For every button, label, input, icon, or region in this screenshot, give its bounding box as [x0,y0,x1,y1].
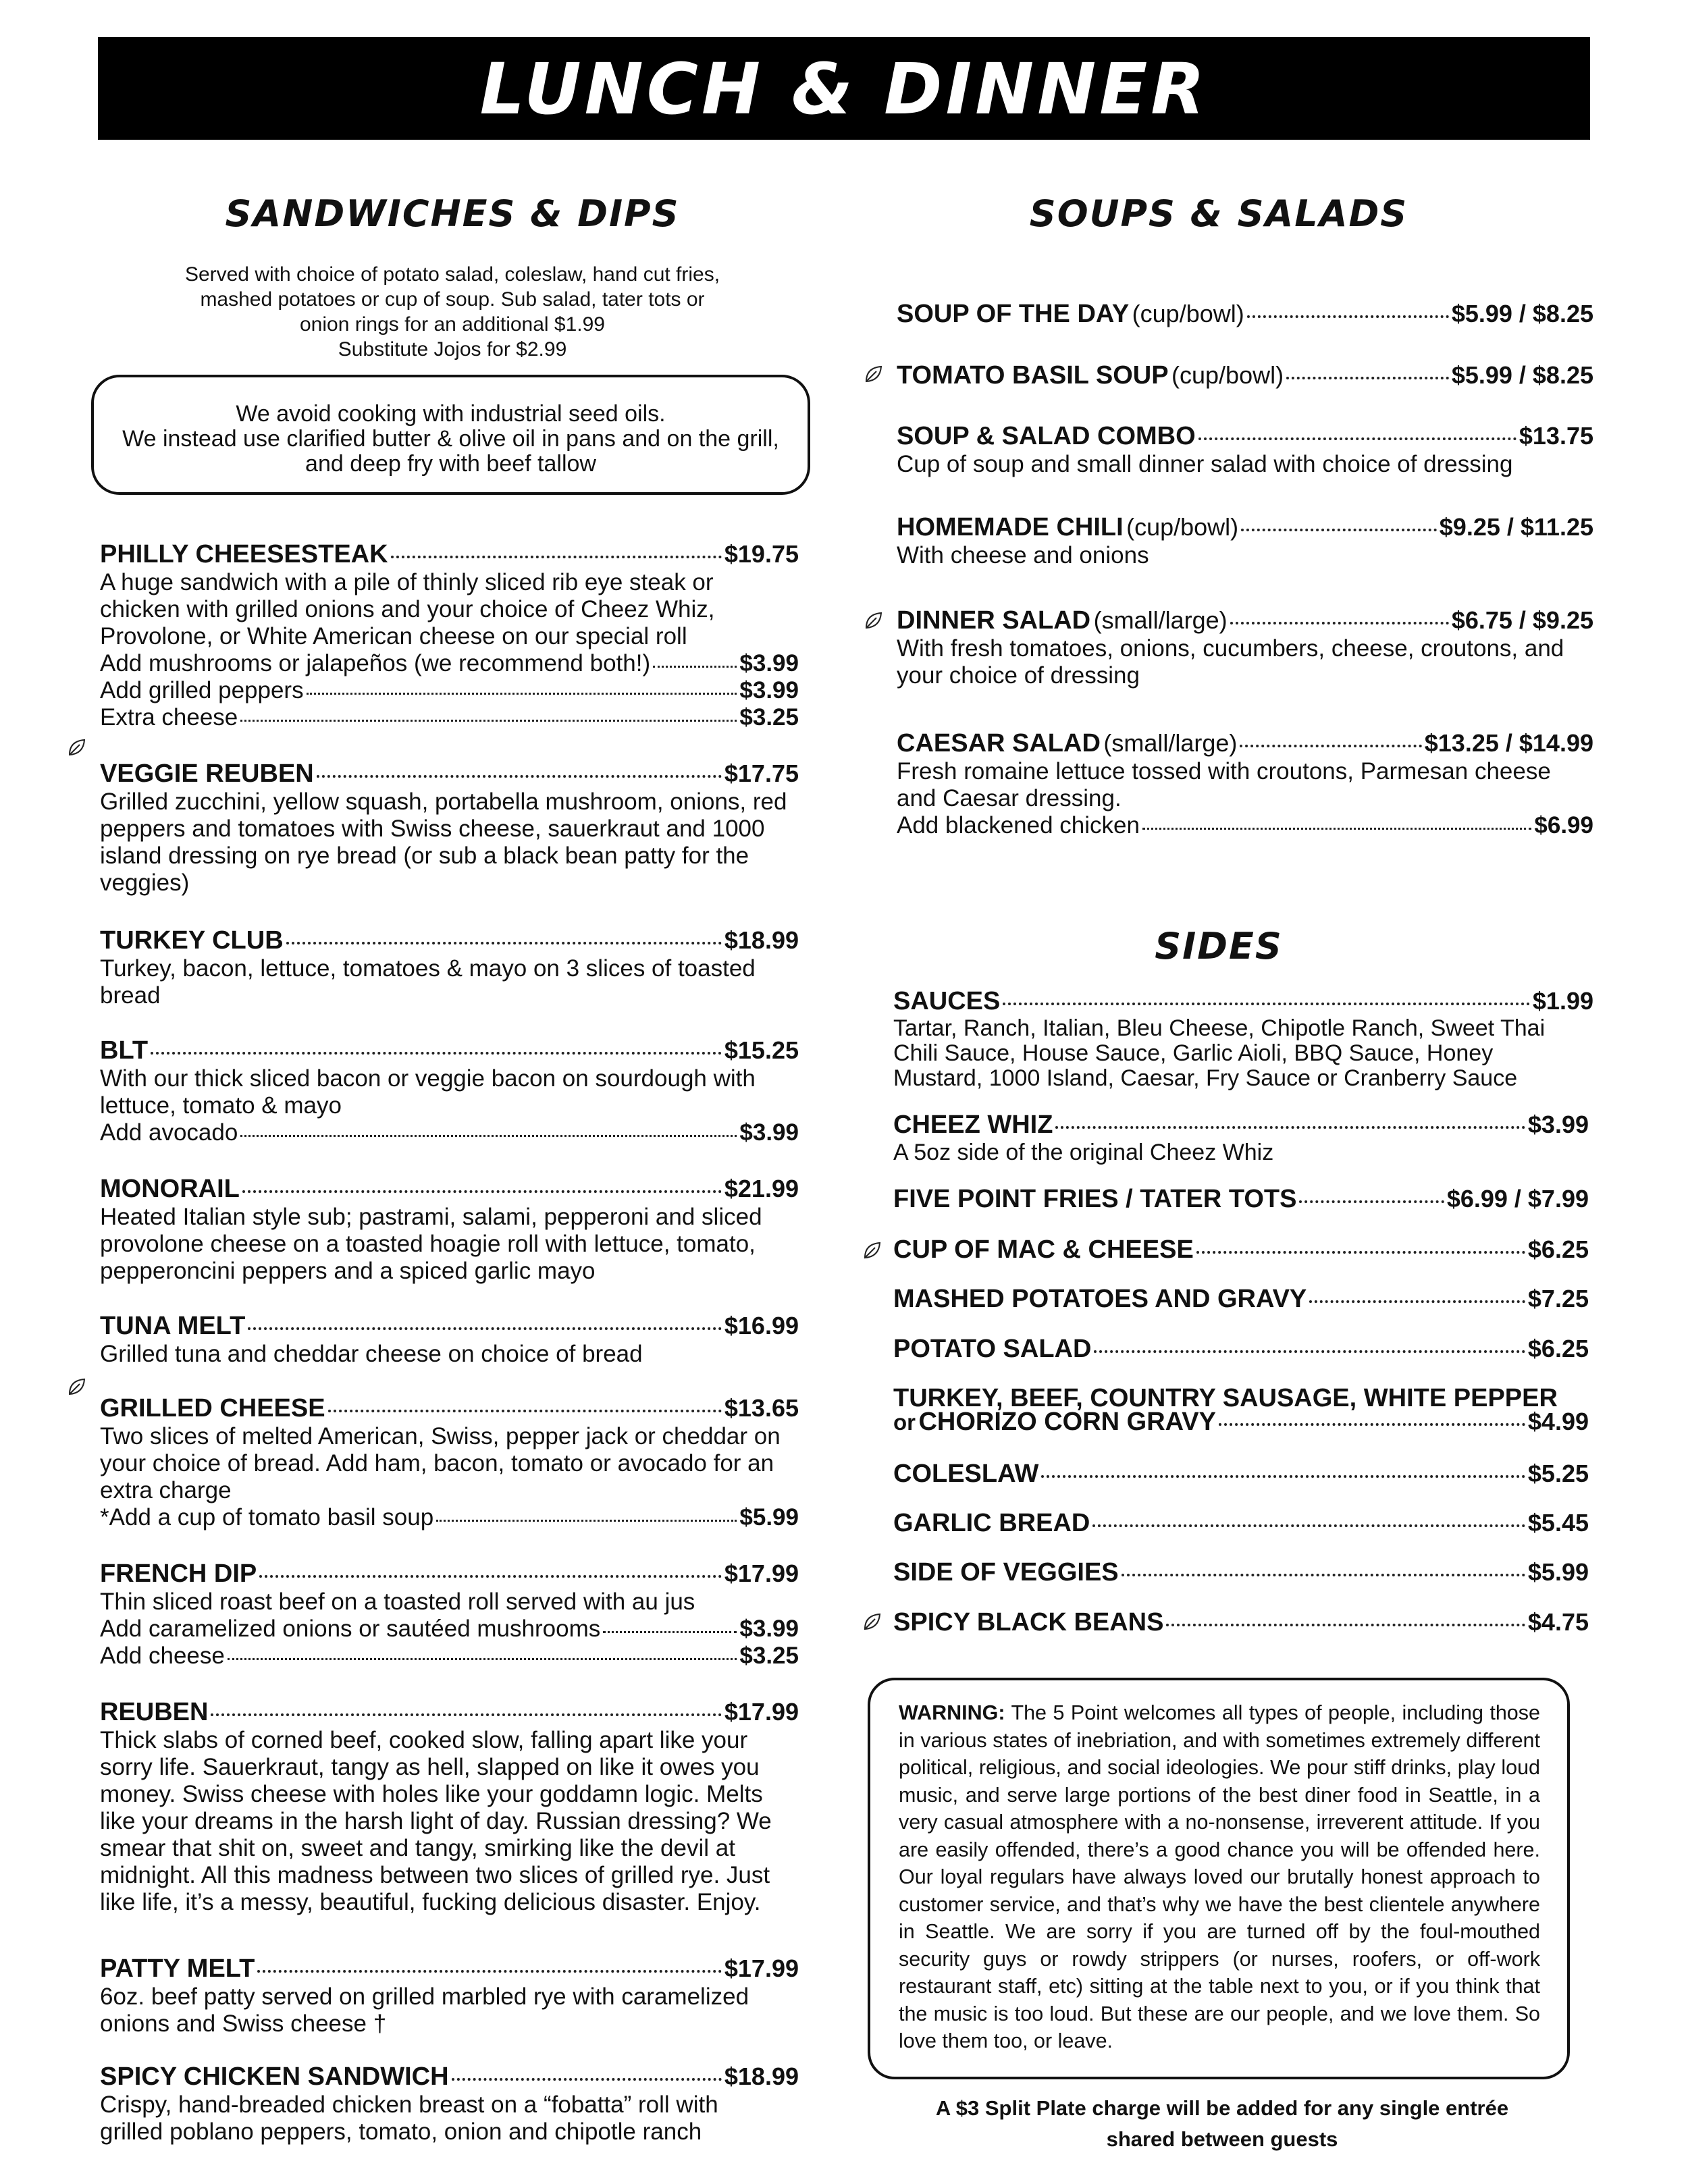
intro-line: mashed potatoes or cup of soup. Sub salad, tater tots or [200,288,705,311]
notice-line: We instead use clarified butter & olive oil in pans and on the grill, [122,426,779,452]
notice-line: and deep fry with beef tallow [305,451,596,477]
menu-item-veggie-reuben [100,760,799,897]
item-name: TUNA MELT [100,1312,246,1340]
item-desc: Thick slabs of corned beef, cooked slow, falling apart like your sorry life. Sauerkraut, tangy as hell, slapped on like it owes you money. Swiss cheese with holes like your goddamn logic. Melts like your dreams in the harsh light of day. Russian dressing? We smear that shit on, sweet and tangy, smirking like the devil at midnight. All this madness between two slices of grilled rye. Just like life, it’s a messy, beautiful, fucking delicious disaster. Enjoy. [100,1727,772,1915]
menu-item-coleslaw: COLESLAW $5.25 [893,1460,1589,1488]
menu-item-blt [100,1036,799,1146]
title-banner [98,37,1590,140]
split-plate-note: A $3 Split Plate charge will be added for any single entrée shared between guests [935,2096,1509,2151]
seed-oil-notice [91,375,810,495]
item-name: MONORAIL [100,1175,240,1203]
item-price: $17.99 [724,1560,799,1587]
menu-item-reuben [100,1698,799,1916]
intro-line: Substitute Jojos for $2.99 [338,338,567,361]
item-price: $17.99 [724,1954,799,1982]
item-name: SPICY CHICKEN SANDWICH [100,2062,449,2091]
item-name: PATTY MELT [100,1954,255,1983]
item-name: VEGGIE REUBEN [100,760,314,788]
menu-item-sauces: SAUCES $1.99 Tartar, Ranch, Italian, Bleu Cheese, Chipotle Ranch, Sweet Thai Chili Sauce, House Sauce, Garlic Aioli, BBQ Sauce, Honey Mustard, 1000 Island, Caesar, Fry Sauce or Cranberry Sauce [893,987,1593,1091]
section-title-soups-salads: SOUPS & SALADS [1029,192,1408,235]
menu-item-tomato-basil-soup: TOMATO BASIL SOUP (cup/bowl) $5.99 / $8.25 [897,361,1593,390]
leaf-icon [68,738,86,757]
menu-item-spicy-black-beans: SPICY BLACK BEANS $4.75 [893,1608,1589,1636]
menu-item-homemade-chili: HOMEMADE CHILI (cup/bowl) $9.25 / $11.25 With cheese and onions [897,513,1593,568]
item-price: $19.75 [724,540,799,568]
menu-item-philly [100,540,799,731]
notice-line: We avoid cooking with industrial seed oils. [236,401,666,427]
section-title-sandwiches: SANDWICHES & DIPS [225,192,680,235]
leaf-icon [864,365,883,383]
menu-item-monorail [100,1175,799,1285]
menu-item-cheez-whiz: CHEEZ WHIZ $3.99 A 5oz side of the original Cheez Whiz [893,1111,1589,1165]
menu-item-potato-salad: POTATO SALAD $6.25 [893,1335,1589,1363]
menu-item-soup-salad-combo: SOUP & SALAD COMBO $13.75 Cup of soup and small dinner salad with choice of dressing [897,422,1593,477]
item-desc: Grilled tuna and cheddar cheese on choice of bread [100,1341,643,1367]
add-on: Add caramelized onions or sautéed mushrooms $3.99 [100,1616,799,1642]
menu-item-mac-cheese: CUP OF MAC & CHEESE $6.25 [893,1235,1589,1264]
leaf-icon [864,611,883,630]
item-price: $15.25 [724,1036,799,1064]
menu-item-turkey-club [100,926,799,1009]
item-name: FRENCH DIP [100,1560,257,1588]
add-on: Add cheese $3.25 [100,1643,799,1669]
menu-item-side-veggies: SIDE OF VEGGIES $5.99 [893,1558,1589,1587]
warning-notice [868,1678,1570,2079]
menu-item-grilled-cheese [100,1394,799,1531]
item-price: $21.99 [724,1175,799,1202]
item-desc: Grilled zucchini, yellow squash, portabella mushroom, onions, red peppers and tomatoes with Swiss cheese, sauerkraut and 1000 island dressing on rye bread (or sub a black bean patty for the veggies) [100,789,787,896]
item-price: $18.99 [724,2062,799,2090]
item-desc: Turkey, bacon, lettuce, tomatoes & mayo on 3 slices of toasted bread [100,955,756,1009]
menu-item-french-dip [100,1560,799,1670]
menu-item-soup-of-the-day: SOUP OF THE DAY (cup/bowl) $5.99 / $8.25 [897,300,1593,328]
menu-item-dinner-salad: DINNER SALAD (small/large) $6.75 / $9.25 With fresh tomatoes, onions, cucumbers, cheese, croutons, and your choice of dressing [897,606,1593,689]
page-title: LUNCH & DINNER [479,48,1209,130]
item-desc: Two slices of melted American, Swiss, pepper jack or cheddar on your choice of bread. Add ham, bacon, tomato or avocado for an extra charge [100,1423,781,1503]
menu-item-tuna-melt [100,1312,799,1368]
item-price: $16.99 [724,1312,799,1339]
item-desc: 6oz. beef patty served on grilled marbled rye with caramelized onions and Swiss cheese † [100,1983,749,2037]
menu-item-fries-tots: FIVE POINT FRIES / TATER TOTS $6.99 / $7.99 [893,1185,1589,1213]
intro-line: Served with choice of potato salad, coleslaw, hand cut fries, [184,263,720,286]
leaf-icon [863,1612,882,1631]
add-on: Add mushrooms or jalapeños (we recommend both!) $3.99 [100,650,799,676]
item-desc: With our thick sliced bacon or veggie bacon on sourdough with lettuce, tomato & mayo [100,1065,756,1119]
add-on: Add avocado $3.99 [100,1119,799,1146]
leaf-icon [863,1241,882,1260]
item-name: PHILLY CHEESESTEAK [100,540,388,568]
add-on: *Add a cup of tomato basil soup $5.99 [100,1504,799,1530]
menu-item-mashed-potatoes: MASHED POTATOES AND GRAVY $7.25 [893,1285,1589,1313]
item-price: $17.75 [724,760,799,787]
menu-item-patty-melt [100,1954,799,2037]
sandwiches-intro [98,262,807,362]
item-name: REUBEN [100,1698,209,1726]
leaf-icon [68,1377,86,1396]
menu-item-garlic-bread: GARLIC BREAD $5.45 [893,1509,1589,1537]
item-name: GRILLED CHEESE [100,1394,325,1422]
item-name: BLT [100,1036,149,1065]
item-name: TURKEY CLUB [100,926,284,955]
intro-line: onion rings for an additional $1.99 [300,313,605,336]
item-price: $17.99 [724,1698,799,1726]
item-desc: Thin sliced roast beef on a toasted roll served with au jus [100,1589,695,1615]
add-on: Extra cheese $3.25 [100,704,799,730]
section-title-sides: SIDES [1155,925,1283,967]
item-desc: Crispy, hand-breaded chicken breast on a “fobatta” roll with grilled poblano peppers, tomato, onion and chipotle ranch [100,2092,718,2145]
item-desc: Heated Italian style sub; pastrami, salami, pepperoni and sliced provolone cheese on a toasted hoagie roll with lettuce, tomato, pepperoncini peppers and a spiced garlic mayo [100,1204,762,1284]
item-price: $18.99 [724,926,799,954]
warning-label: WARNING: [899,1701,1005,1724]
item-desc: A huge sandwich with a pile of thinly sliced rib eye steak or chicken with grilled onions and your choice of Cheez Whiz, Provolone, or White American cheese on our special roll [100,569,715,649]
menu-item-gravy: TURKEY, BEEF, COUNTRY SAUSAGE, WHITE PEPPER or CHORIZO CORN GRAVY $4.99 [893,1384,1589,1436]
menu-item-caesar-salad: CAESAR SALAD (small/large) $13.25 / $14.99 Fresh romaine lettuce tossed with croutons, Parmesan cheese and Caesar dressing. Add blackened chicken $6.99 [897,729,1593,838]
menu-item-spicy-chicken [100,2062,799,2146]
warning-text: The 5 Point welcomes all types of people, including those in various states of inebriation, and with sometimes extremely different political, religious, and social ideologies. We pour stiff drinks, play loud music, and serve large portions of the best diner food in Seattle, in a very casual atmosphere with a no-nonsense, irreverent attitude. If you are easily offended, there’s a good chance you will be offended here. Our loyal regulars have always loved our brutally honest approach to customer service, and that’s why we have the best clientele anywhere in Seattle. We are sorry if you are turned off by the foul-mouthed security guys or rowdy strippers (or nurses, roofers, or off-work restaurant staff, etc) sitting at the table next to you, or if you think that the music is too loud. But these are our people, and we love them. So love them too, or leave. [899,1701,1540,2052]
add-on: Add grilled peppers $3.99 [100,677,799,703]
item-price: $13.65 [724,1394,799,1422]
